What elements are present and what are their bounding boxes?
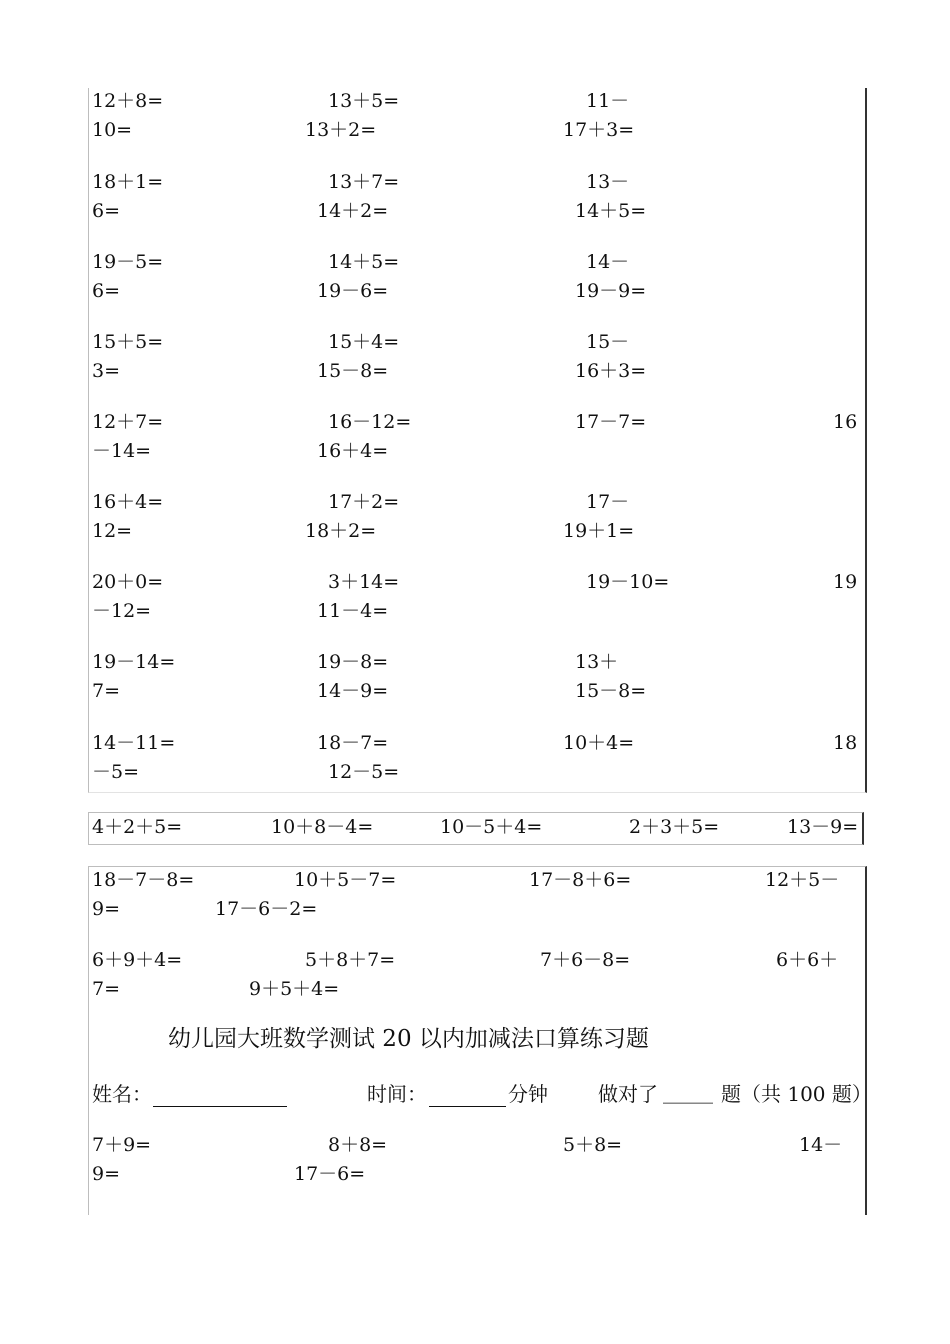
problem: 10＋4=	[563, 732, 635, 754]
problem: 13－	[586, 171, 630, 193]
time-blank-line[interactable]	[429, 1088, 506, 1107]
problem: 6=	[92, 280, 121, 302]
exercise-block-2	[88, 812, 864, 845]
problem: 2＋3＋5=	[629, 816, 720, 838]
problem: 19	[833, 571, 858, 593]
problem: 9=	[92, 898, 121, 920]
problem: －5=	[92, 761, 140, 783]
problem: 20＋0=	[92, 571, 164, 593]
problem: 3=	[92, 360, 121, 382]
minutes-label: 分钟	[508, 1082, 548, 1106]
problem: －14=	[92, 440, 152, 462]
problem: 15＋5=	[92, 331, 164, 353]
problem: 13＋7=	[328, 171, 400, 193]
problem: 8＋8=	[328, 1134, 388, 1156]
problem: 5＋8=	[563, 1134, 623, 1156]
correct-label: 做对了	[598, 1082, 658, 1106]
problem: 13＋2=	[305, 119, 377, 141]
problem: 18－7=	[317, 732, 389, 754]
problem: 14－11=	[92, 732, 176, 754]
problem: 12＋7=	[92, 411, 164, 433]
problem: 19－8=	[317, 651, 389, 673]
problem: 14－9=	[317, 680, 389, 702]
name-label: 姓名：	[92, 1082, 152, 1106]
time-label: 时间：	[367, 1082, 427, 1106]
problem: 5＋8＋7=	[305, 949, 396, 971]
problem: 18＋1=	[92, 171, 164, 193]
problem: 16－12=	[328, 411, 412, 433]
problem: 12＋5－	[765, 869, 840, 891]
problem: 17－7=	[575, 411, 647, 433]
problem: 6＋9＋4=	[92, 949, 183, 971]
problem: 16＋3=	[575, 360, 647, 382]
problem: 15＋4=	[328, 331, 400, 353]
problem: 7＋6－8=	[540, 949, 631, 971]
name-blank-line[interactable]	[153, 1088, 287, 1107]
problem: 17－	[586, 491, 630, 513]
problem: 10＋5－7=	[294, 869, 397, 891]
problem: 14－	[586, 251, 630, 273]
page-title: 幼儿园大班数学测试 20 以内加减法口算练习题	[168, 1026, 649, 1052]
problem: 6＋6＋	[776, 949, 839, 971]
problem: 7=	[92, 978, 121, 1000]
problem: 4＋2＋5=	[92, 816, 183, 838]
problem: 17－6=	[294, 1163, 366, 1185]
problem: 12=	[92, 520, 133, 542]
problem: 6=	[92, 200, 121, 222]
problem: 19－9=	[575, 280, 647, 302]
problem: 19－10=	[586, 571, 670, 593]
problem: 12－5=	[328, 761, 400, 783]
problem: －12=	[92, 600, 152, 622]
problem: 10=	[92, 119, 133, 141]
exercise-block-3	[88, 866, 872, 1215]
problem: 3＋14=	[328, 571, 400, 593]
problem: 19－14=	[92, 651, 176, 673]
problem: 15－8=	[575, 680, 647, 702]
problem: 13＋5=	[328, 90, 400, 112]
correct-blank[interactable]: _____	[663, 1080, 713, 1104]
problem: 13－9=	[787, 816, 859, 838]
problem: 18	[833, 732, 858, 754]
problem: 14＋5=	[575, 200, 647, 222]
problem: 16＋4=	[92, 491, 164, 513]
problem: 7=	[92, 680, 121, 702]
problem: 18＋2=	[305, 520, 377, 542]
total-label: 题（共 100 题）	[721, 1082, 872, 1106]
problem: 9=	[92, 1163, 121, 1185]
problem: 14－	[799, 1134, 843, 1156]
problem: 11－	[586, 90, 630, 112]
problem: 16	[833, 411, 858, 433]
problem: 15－8=	[317, 360, 389, 382]
problem: 19－6=	[317, 280, 389, 302]
problem: 17－6－2=	[215, 898, 318, 920]
problem: 19－5=	[92, 251, 164, 273]
problem: 9＋5＋4=	[249, 978, 340, 1000]
problem: 10－5＋4=	[440, 816, 543, 838]
exercise-block-1	[88, 88, 867, 793]
problem: 19＋1=	[563, 520, 635, 542]
problem: 11－4=	[317, 600, 389, 622]
problem: 17－8＋6=	[529, 869, 632, 891]
problem: 18－7－8=	[92, 869, 195, 891]
problem: 10＋8－4=	[271, 816, 374, 838]
problem: 17＋2=	[328, 491, 400, 513]
problem: 13＋	[575, 651, 619, 673]
problem: 7＋9=	[92, 1134, 152, 1156]
problem: 12＋8=	[92, 90, 164, 112]
problem: 14＋5=	[328, 251, 400, 273]
problem: 16＋4=	[317, 440, 389, 462]
problem: 14＋2=	[317, 200, 389, 222]
problem: 15－	[586, 331, 630, 353]
problem: 17＋3=	[563, 119, 635, 141]
